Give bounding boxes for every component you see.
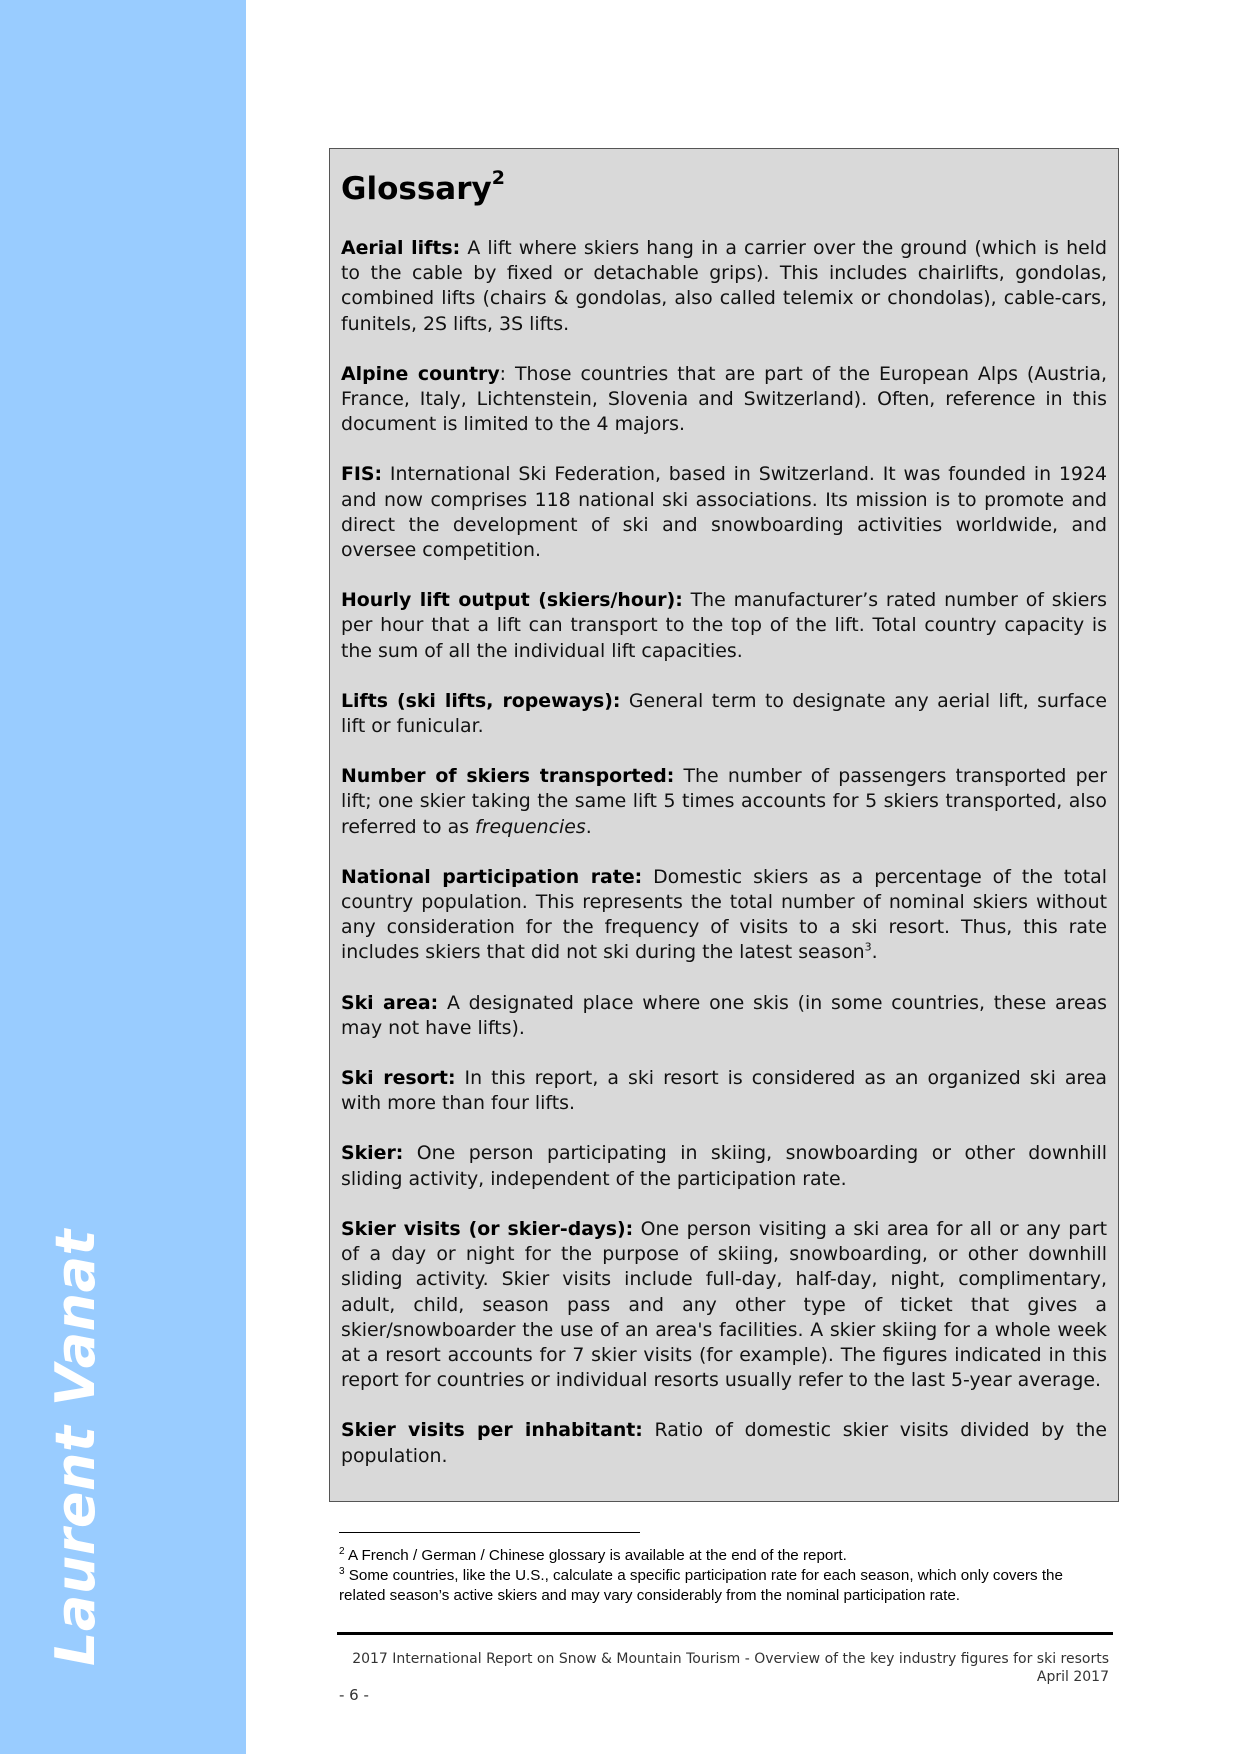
footnotes: [339, 1546, 1105, 1606]
glossary-term: Skier visits (or skier-days):: [341, 1217, 634, 1240]
glossary-term: Lifts (ski lifts, ropeways):: [341, 689, 621, 712]
glossary-definition: The number of passengers transported per lift; one skier taking the same lift 5 times accounts for 5 skiers transported, also referred to as: [341, 765, 1107, 838]
glossary-entry: [341, 764, 1107, 840]
footnote: [339, 1546, 1105, 1566]
glossary-term: Ski area:: [341, 991, 439, 1014]
footnote-ref: 2: [491, 166, 505, 189]
glossary-entry: [341, 1418, 1107, 1468]
footer-report-title: 2017 International Report on Snow & Mountain Tourism - Overview of the key industry figures for ski resorts: [352, 1651, 1109, 1667]
footnote-ref: 3: [864, 941, 872, 955]
glossary-definition: One person participating in skiing, snowboarding or other downhill sliding activity, independent of the participation rate.: [341, 1142, 1107, 1190]
glossary-term: Aerial lifts:: [341, 237, 461, 259]
page-number: - 6 -: [339, 1686, 369, 1704]
glossary-title: [341, 166, 1107, 209]
glossary-entry: [341, 1141, 1107, 1191]
glossary-term: National participation rate:: [341, 865, 643, 888]
footer-date: April 2017: [1036, 1669, 1109, 1685]
glossary-term: FIS:: [341, 463, 383, 486]
glossary-definition: One person visiting a ski area for all or any part of a day or night for the purpose of skiing, snowboarding, or other downhill sliding activity. Skier visits include full-day, half-day, night, complimentary, adult, child, season pass and any other type of ticket that gives a skier/snowboarder the use of an area's facilities. A skier skiing for a whole week at a resort accounts for 7 skier visits (for example). The figures indicated in this report for countries or individual resorts usually refer to the last 5-year average.: [341, 1217, 1107, 1392]
glossary-term: Ski resort:: [341, 1067, 456, 1090]
glossary-entry: [341, 362, 1107, 438]
footnote: [339, 1566, 1105, 1606]
glossary-entry: [341, 462, 1107, 563]
glossary-box: [329, 148, 1119, 1502]
glossary-entry: [341, 1066, 1107, 1116]
glossary-definition: : Those countries that are part of the European Alps (Austria, France, Italy, Lichtenstein, Slovenia and Switzerland). Often, reference in this document is limited to the 4 majors.: [341, 362, 1107, 436]
glossary-definition: A lift where skiers hang in a carrier over the ground (which is held to the cable by fixed or detachable grips). This includes chairlifts, gondolas, combined lifts (chairs & gondolas, also called telemix or chondolas), cable-cars, funitels, 2S lifts, 3S lifts.: [341, 237, 1108, 335]
glossary-term: Alpine country: [341, 362, 500, 385]
glossary-definition: General term to designate any aerial lift, surface lift or funicular.: [341, 689, 1107, 738]
footer-divider: [337, 1632, 1113, 1635]
glossary-definition: A designated place where one skis (in some countries, these areas may not have lifts).: [341, 991, 1107, 1039]
footnote-text: Some countries, like the U.S., calculate a specific participation rate for each season, which only covers the related season’s active skiers and may vary considerably from the nominal participation rate.: [339, 1567, 1063, 1604]
glossary-definition-end: .: [585, 815, 592, 838]
page-footer: [349, 1650, 1109, 1686]
glossary-title-text: Glossary: [341, 171, 492, 207]
glossary-entry: [341, 991, 1107, 1041]
glossary-entry: [341, 689, 1107, 739]
glossary-term: Skier:: [341, 1142, 404, 1165]
glossary-emphasis: frequencies: [475, 815, 586, 838]
glossary-entry: [341, 1217, 1107, 1393]
glossary-definition: The manufacturer’s rated number of skiers per hour that a lift can transport to the top of the lift. Total country capacity is the sum of all the individual lift capacities.: [341, 589, 1107, 662]
glossary-entry: [341, 236, 1107, 337]
glossary-term: Hourly lift output (skiers/hour):: [341, 589, 683, 612]
sidebar-band: [0, 0, 246, 1754]
footnote-divider: [339, 1532, 640, 1533]
glossary-entry: [341, 588, 1107, 664]
glossary-term: Skier visits per inhabitant:: [341, 1419, 643, 1442]
glossary-entry: [341, 865, 1107, 966]
footnote-text: A French / German / Chinese glossary is available at the end of the report.: [344, 1547, 847, 1564]
footnote-number: 3: [339, 1565, 345, 1577]
glossary-definition: International Ski Federation, based in Switzerland. It was founded in 1924 and now comprises 118 national ski associations. Its mission is to promote and direct the development of ski and snowboarding activities worldwide, and oversee competition.: [341, 463, 1107, 562]
glossary-definition: In this report, a ski resort is considered as an organized ski area with more than four lifts.: [341, 1067, 1107, 1115]
author-name: Laurent Vanat: [44, 1229, 107, 1666]
glossary-definition-end: .: [871, 941, 878, 964]
footnote-number: 2: [339, 1545, 345, 1557]
glossary-definition: Domestic skiers as a percentage of the total country population. This represents the total number of nominal skiers without any consideration for the frequency of visits to a ski resort. Thus, this rate includes skiers that did not ski during the latest season: [341, 865, 1107, 964]
glossary-definition: Ratio of domestic skier visits divided by the population.: [341, 1419, 1107, 1467]
glossary-term: Number of skiers transported:: [341, 765, 675, 788]
